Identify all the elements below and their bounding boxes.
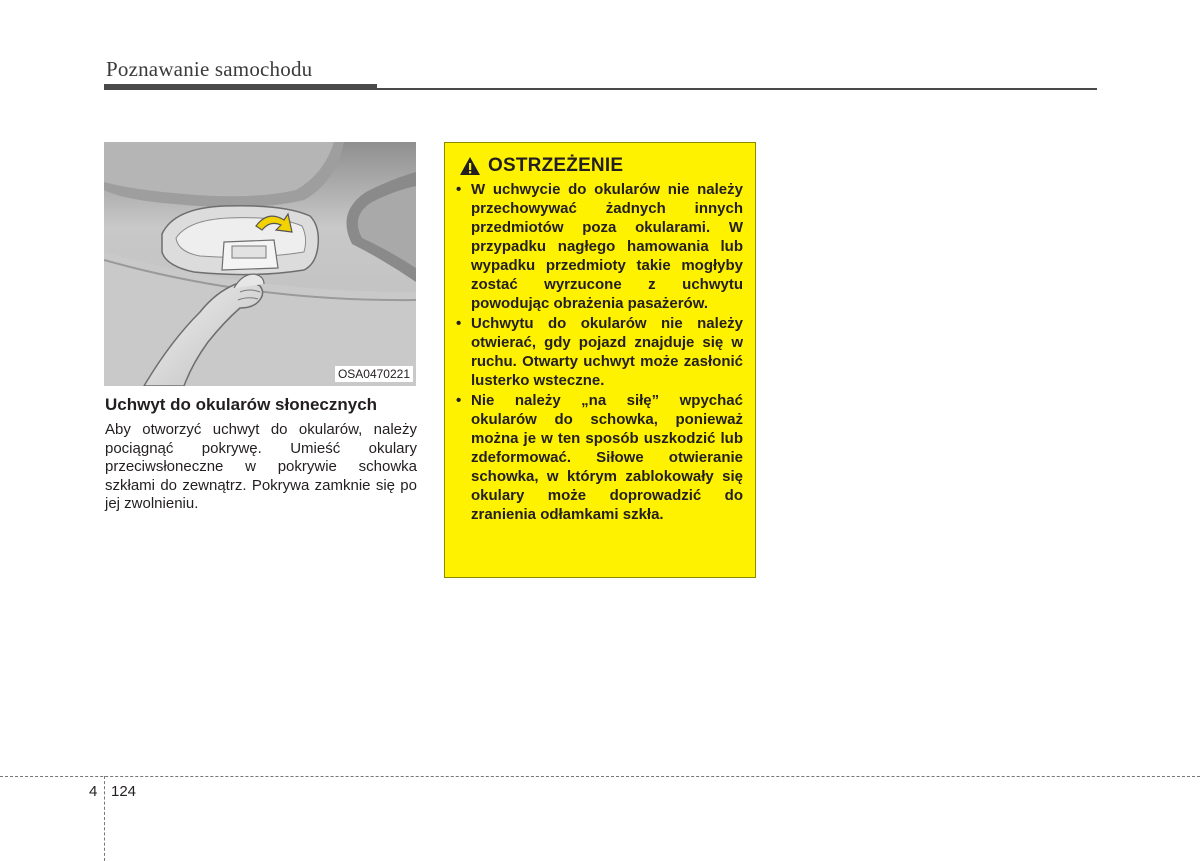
footer-vertical-divider <box>104 776 105 861</box>
section-heading: Uchwyt do okularów słonecznych <box>105 395 378 414</box>
bullet-icon: • <box>456 392 462 409</box>
sunglass-holder-illustration <box>104 142 416 386</box>
warning-box <box>444 142 756 578</box>
warning-item <box>455 314 743 390</box>
warning-title: OSTRZEŻENIE <box>488 155 624 176</box>
page-number: 124 <box>111 783 137 800</box>
warning-triangle-icon <box>459 156 481 176</box>
bullet-icon: • <box>456 315 462 332</box>
chapter-number: 4 <box>89 783 98 800</box>
page-header-title: Poznawanie samochodu <box>106 57 313 81</box>
warning-item <box>455 391 743 524</box>
warning-item-text: W uchwycie do okularów nie należy przechowywać żadnych innych przedmiotów poza okularami. W przypadku nagłego hamowania lub wypadku przedmioty takie mogłyby zostać wyrzucone z uchwytu powodując obrażenia pasażerów. <box>471 181 743 312</box>
warning-item-text: Nie należy „na siłę” wpychać okularów do schowka, ponieważ można je w ten sposób uszkodzić lub zdeformować. Siłowe otwieranie schowka, w którym zablokowały się okulary może doprowadzić do zranienia odłamkami szkła. <box>471 392 743 523</box>
warning-item-text: Uchwytu do okularów nie należy otwierać, gdy pojazd znajduje się w ruchu. Otwarty uchwyt może zasłonić lusterko wsteczne. <box>471 315 743 389</box>
figure-code: OSA0470221 <box>335 366 413 382</box>
headliner-drawing <box>104 142 416 386</box>
warning-header <box>459 155 743 177</box>
header-rule-thick <box>104 84 377 90</box>
header-rule-thin <box>377 88 1097 90</box>
bullet-icon: • <box>456 181 462 198</box>
footer-divider <box>0 776 1200 777</box>
warning-item <box>455 180 743 313</box>
warning-list <box>455 180 743 524</box>
section-body: Aby otworzyć uchwyt do okularów, należy pociągnąć pokrywę. Umieść okulary przeciwsłoneczne w pokrywie schowka szkłami do zewnątrz. Pokrywa zamknie się po jej zwolnieniu. <box>105 421 417 512</box>
